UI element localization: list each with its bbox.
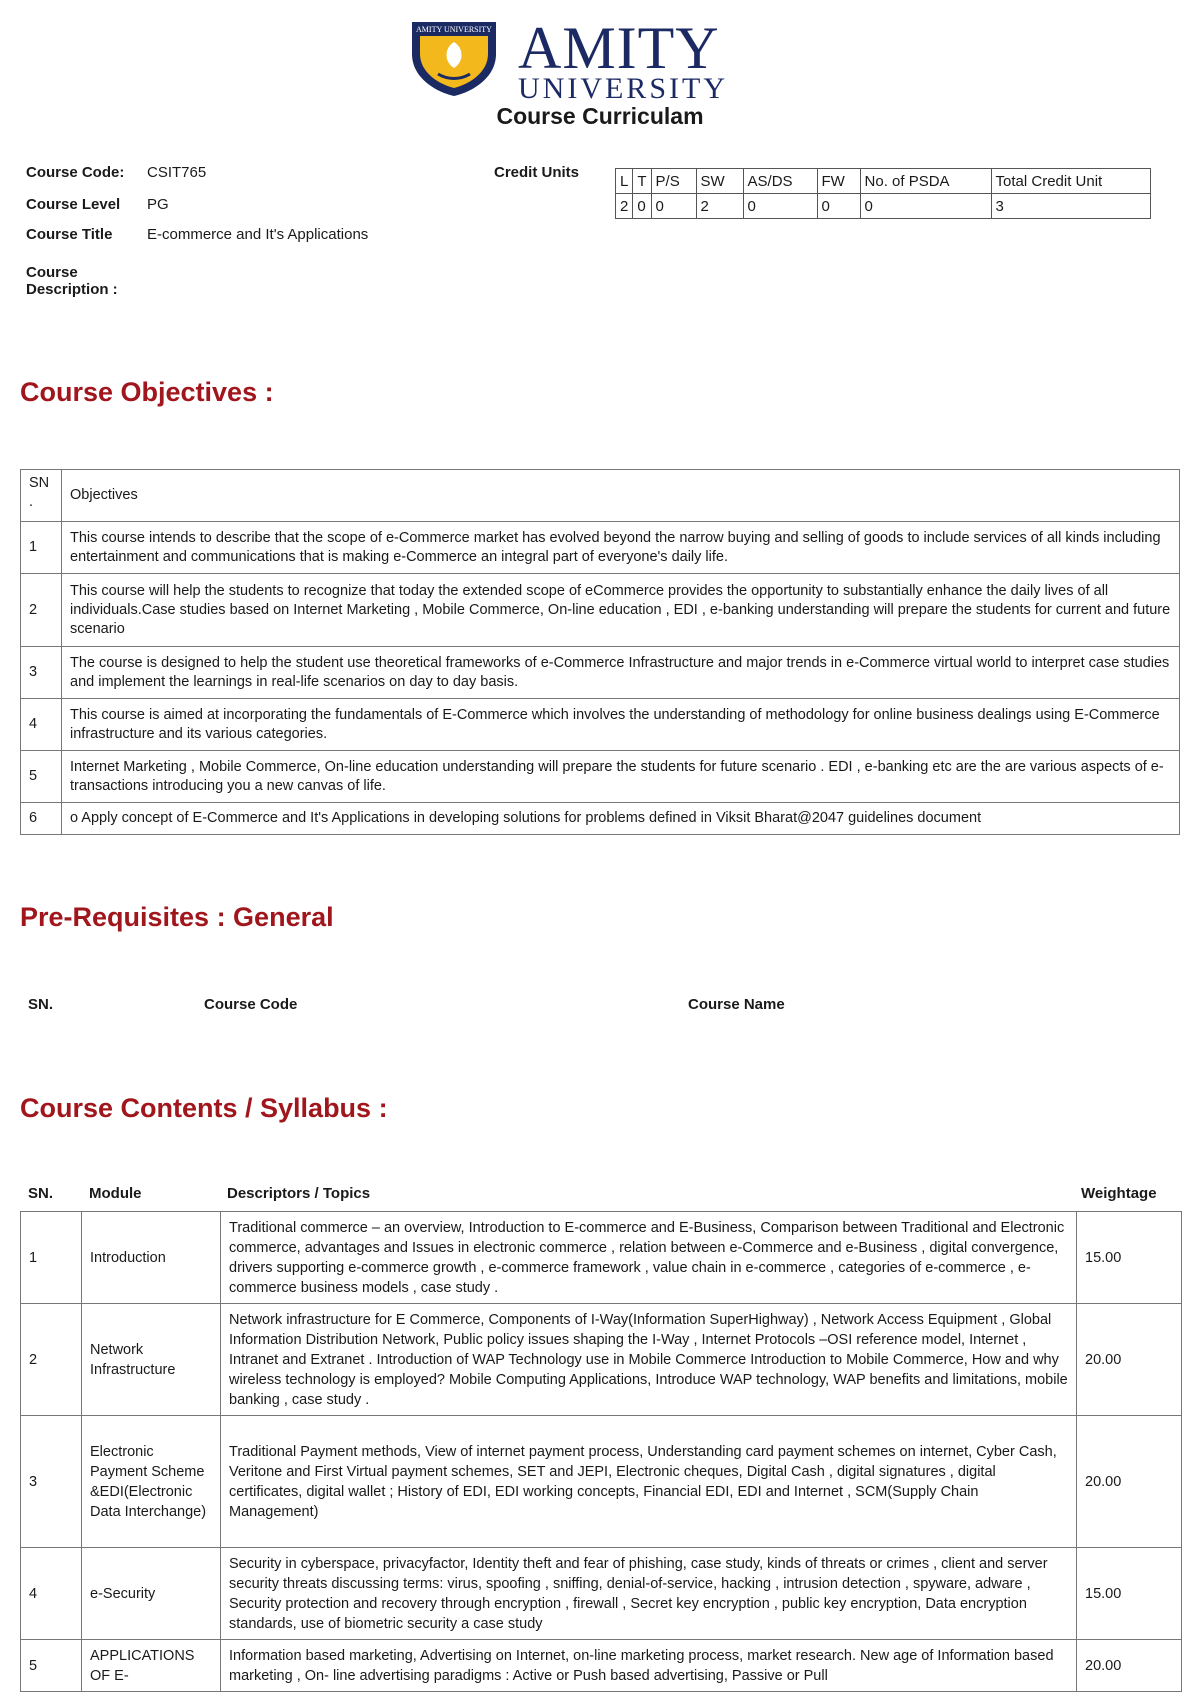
row-sn: 3 (21, 647, 62, 699)
row-weightage: 15.00 (1077, 1212, 1182, 1304)
course-description-label (26, 264, 118, 298)
shield-logo-icon (408, 18, 500, 98)
syllabus-topics-header: Descriptors / Topics (227, 1185, 371, 1202)
course-level-label: Course Level (26, 196, 121, 213)
row-sn: 2 (21, 574, 62, 647)
table-row (21, 751, 1180, 803)
row-text: The course is designed to help the student use theoretical frameworks of e-Commerce Infrastructure and major trends in e-Commerce virtual world to interpret case studies and implement the learnings in real-life scenarios on day to day basis. (62, 647, 1180, 699)
row-topics: Traditional commerce – an overview, Introduction to E-commerce and E-Business, Comparison between Traditional and Electronic commerce, advantages and Issues in electronic commerce , relation between e-Commerce and e-Business , digital convergence, drivers supporting e-commerce growth , e-commerce framework , value chain in e-commerce , categories of e-commerce , e-commerce business models , case study . (221, 1212, 1077, 1304)
row-text: This course will help the students to recognize that today the extended scope of eCommerce provides the opportunity to substantially enhance the daily lives of all individuals.Case studies based on Internet Marketing , Mobile Commerce, On-line education , EDI , e-banking understanding will prepare the students for current and future scenario (62, 574, 1180, 647)
table-row (21, 1212, 1182, 1304)
prereq-name-header: Course Name (688, 996, 785, 1013)
row-topics: Security in cyberspace, privacyfactor, Identity theft and fear of phishing, case study, kinds of threats or crimes , client and server security threats discussing terms: virus, spoofing , sniffing, denial-of-service, hacking , intrusion detection , spyware, adware , Security protection and recovery through encryption , firewall , Secret key encryption , public key encryption, Data encryption standards, use of biometric security a case study (221, 1548, 1077, 1640)
logo-subtitle: UNIVERSITY (518, 72, 728, 105)
credit-header-cell: L (616, 169, 633, 194)
table-row (21, 1640, 1182, 1692)
row-sn: 2 (21, 1304, 82, 1416)
table-row (21, 1416, 1182, 1548)
course-code-value: CSIT765 (147, 164, 207, 181)
logo-name: AMITY (518, 15, 720, 81)
credit-value-cell: 0 (817, 194, 860, 219)
syllabus-module-header: Module (89, 1185, 142, 1202)
row-weightage: 20.00 (1077, 1304, 1182, 1416)
table-row (21, 1304, 1182, 1416)
university-logo (408, 15, 793, 105)
row-sn: 3 (21, 1416, 82, 1548)
sn-header: SN . (21, 470, 62, 522)
credit-units-table (615, 168, 1151, 219)
page-title: Course Curriculam (496, 103, 704, 129)
course-description-label-line1: Course (26, 264, 78, 281)
objectives-heading: Course Objectives : (20, 377, 274, 407)
syllabus-heading: Course Contents / Syllabus : (20, 1093, 388, 1123)
table-header-row (21, 470, 1180, 522)
prereq-sn-header: SN. (28, 996, 54, 1013)
row-sn: 1 (21, 522, 62, 574)
course-level-value: PG (147, 196, 169, 213)
row-text: Internet Marketing , Mobile Commerce, On-line education understanding will prepare the students for future scenario . EDI , e-banking etc are the are various aspects of e-transactions introducing you a new canvas of life. (62, 751, 1180, 803)
credit-value-cell: 2 (696, 194, 743, 219)
row-text: This course intends to describe that the scope of e-Commerce market has evolved beyond the narrow buying and selling of goods to include services of all kinds including entertainment and communications that is making e-Commerce an integral part of everyone's daily life. (62, 522, 1180, 574)
credit-value-row (616, 194, 1151, 219)
credit-header-cell: No. of PSDA (860, 169, 991, 194)
syllabus-table (20, 1211, 1182, 1692)
row-module: Introduction (82, 1212, 221, 1304)
row-sn: 6 (21, 803, 62, 835)
row-topics: Traditional Payment methods, View of internet payment process, Understanding card payment schemes on internet, Cyber Cash, Veritone and First Virtual payment schemes, SET and JEPI, Electronic cheques, Digital Cash , digital signatures , digital certificates, digital wallet ; History of EDI, EDI working concepts, Financial EDI, EDI and Internet , SCM(Supply Chain Management) (221, 1416, 1077, 1548)
syllabus-weightage-header: Weightage (1081, 1185, 1157, 1202)
credit-value-cell: 0 (651, 194, 696, 219)
credit-value-cell: 3 (991, 194, 1150, 219)
credit-header-cell: Total Credit Unit (991, 169, 1150, 194)
row-text: This course is aimed at incorporating the fundamentals of E-Commerce which involves the understanding of methodology for online business dealings using E-Commerce infrastructure and its various categories. (62, 699, 1180, 751)
row-sn: 5 (21, 1640, 82, 1692)
course-code-label: Course Code: (26, 164, 125, 181)
course-title-value: E-commerce and It's Applications (147, 226, 369, 243)
table-row (21, 1548, 1182, 1640)
table-row (21, 647, 1180, 699)
row-weightage: 15.00 (1077, 1548, 1182, 1640)
row-sn: 4 (21, 699, 62, 751)
credit-value-cell: 2 (616, 194, 633, 219)
objectives-table (20, 469, 1180, 835)
prereq-code-header: Course Code (204, 996, 298, 1013)
row-weightage: 20.00 (1077, 1416, 1182, 1548)
credit-value-cell: 0 (860, 194, 991, 219)
row-weightage: 20.00 (1077, 1640, 1182, 1692)
objectives-header: Objectives (62, 470, 1180, 522)
credit-value-cell: 0 (633, 194, 651, 219)
row-module: Network Infrastructure (82, 1304, 221, 1416)
row-module: Electronic Payment Scheme &EDI(Electronic Data Interchange) (82, 1416, 221, 1548)
row-sn: 5 (21, 751, 62, 803)
credit-header-row (616, 169, 1151, 194)
prerequisites-heading: Pre-Requisites : General (20, 902, 334, 932)
table-row (21, 574, 1180, 647)
course-title-label: Course Title (26, 226, 113, 243)
credit-header-cell: T (633, 169, 651, 194)
row-topics: Information based marketing, Advertising on Internet, on-line marketing process, market research. New age of Information based marketing , On- line advertising paradigms : Active or Push based advertising, Passive or Pull (221, 1640, 1077, 1692)
row-module: APPLICATIONS OF E- (82, 1640, 221, 1692)
row-topics: Network infrastructure for E Commerce, Components of I-Way(Information SuperHighway) , Network Access Equipment , Global Information Distribution Network, Public policy issues shaping the I-Way , Internet Protocols –OSI reference model, Internet , Intranet and Extranet . Introduction of WAP Technology use in Mobile Commerce Introduction to Mobile Commerce, How and why wireless technology is employed? Mobile Computing Applications, Introduce WAP technology, WAP benefits and limitations, mobile banking , case study . (221, 1304, 1077, 1416)
credit-header-cell: P/S (651, 169, 696, 194)
table-row (21, 803, 1180, 835)
credit-header-cell: AS/DS (743, 169, 817, 194)
credit-header-cell: SW (696, 169, 743, 194)
row-sn: 1 (21, 1212, 82, 1304)
credit-header-cell: FW (817, 169, 860, 194)
credit-units-label: Credit Units (494, 164, 580, 181)
credit-value-cell: 0 (743, 194, 817, 219)
course-description-label-line2: Description : (26, 281, 118, 298)
row-text: o Apply concept of E-Commerce and It's Applications in developing solutions for problems defined in Viksit Bharat@2047 guidelines document (62, 803, 1180, 835)
table-row (21, 522, 1180, 574)
table-row (21, 699, 1180, 751)
svg-text:AMITY UNIVERSITY: AMITY UNIVERSITY (416, 25, 492, 34)
syllabus-sn-header: SN. (28, 1185, 54, 1202)
row-sn: 4 (21, 1548, 82, 1640)
row-module: e-Security (82, 1548, 221, 1640)
